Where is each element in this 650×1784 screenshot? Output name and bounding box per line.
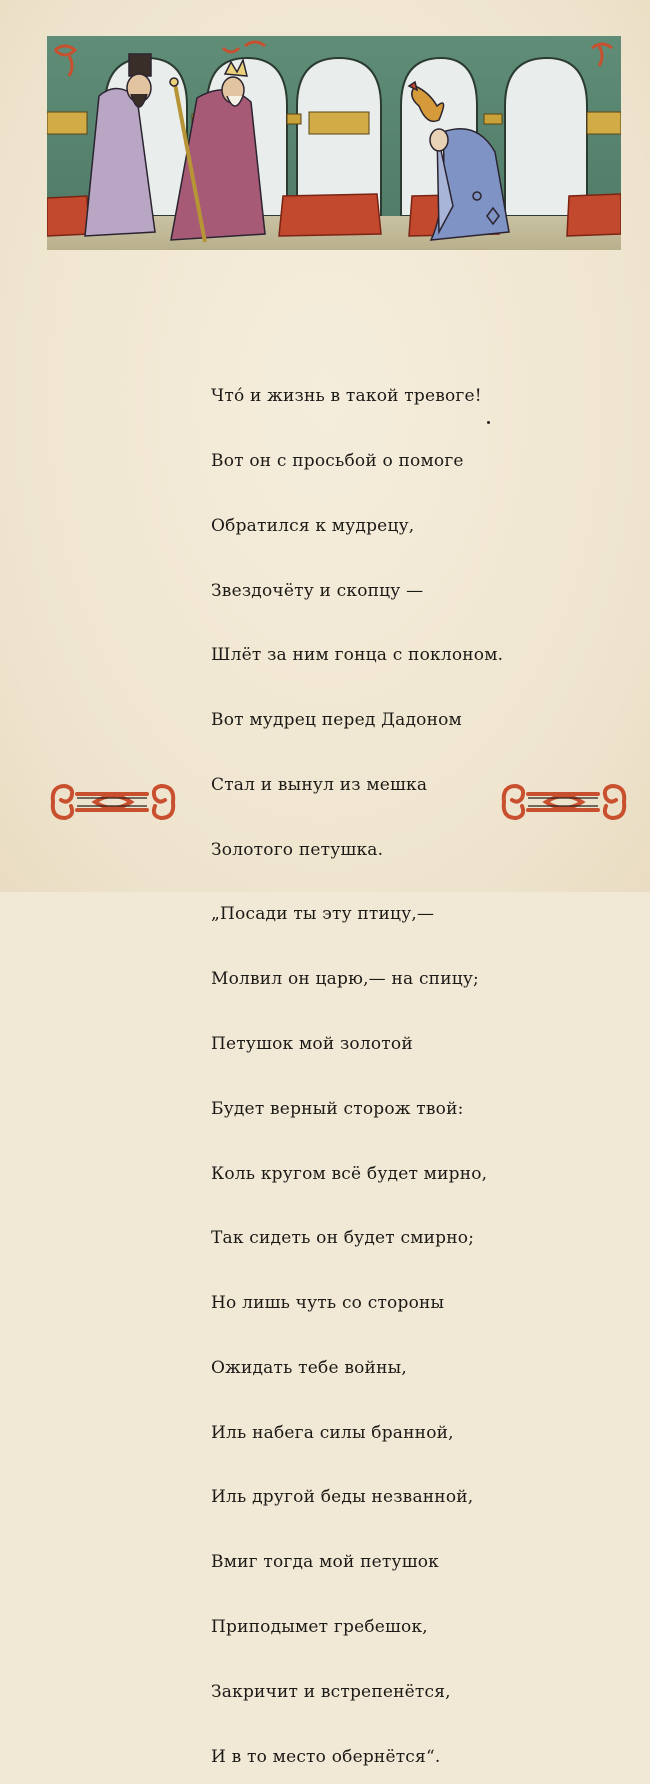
poem-line: Золотого петушка. <box>211 839 384 860</box>
poem-line: Приподымет гребешок, <box>211 1617 428 1638</box>
poem-line: И в то место обернётся“. <box>211 1746 441 1767</box>
scroll-ornament-icon <box>47 776 179 828</box>
poem-line: Молвил он царю,— на спицу; <box>211 969 479 990</box>
poem-line: Но лишь чуть со стороны <box>211 1293 445 1314</box>
poem-line: Что́ и жизнь в такой тревоге! <box>211 386 482 407</box>
poem-line: Звездочёту и скопцу — <box>211 580 424 601</box>
scroll-ornament-icon <box>498 776 630 828</box>
poem-line: Коль кругом всё будет мирно, <box>211 1163 488 1184</box>
palace-scene-illustration <box>47 36 621 250</box>
poem-line: Вот он с просьбой о помоге <box>211 450 464 471</box>
ink-speck <box>487 421 490 424</box>
poem-line: „Посади ты эту птицу,— <box>211 904 435 925</box>
poem-line: Ожидать тебе войны, <box>211 1357 407 1378</box>
poem-line: Будет верный сторож твой: <box>211 1098 464 1119</box>
poem-line: Так сидеть он будет смирно; <box>211 1228 475 1249</box>
poem-line: Шлёт за ним гонца с поклоном. <box>211 645 504 666</box>
poem-line: Обратился к мудрецу, <box>211 515 415 536</box>
poem-text <box>211 343 503 1784</box>
poem-line: Стал и вынул из мешка <box>211 774 428 795</box>
poem-line: Петушок мой золотой <box>211 1034 413 1054</box>
poem-line: Иль набега силы бранной, <box>211 1422 454 1443</box>
poem-line: Закричит и встрепенётся, <box>211 1681 451 1702</box>
poem-line: Вмиг тогда мой петушок <box>211 1552 439 1573</box>
poem-line: Вот мудрец перед Дадоном <box>211 710 462 731</box>
poem-line: Иль другой беды незванной, <box>211 1487 474 1508</box>
